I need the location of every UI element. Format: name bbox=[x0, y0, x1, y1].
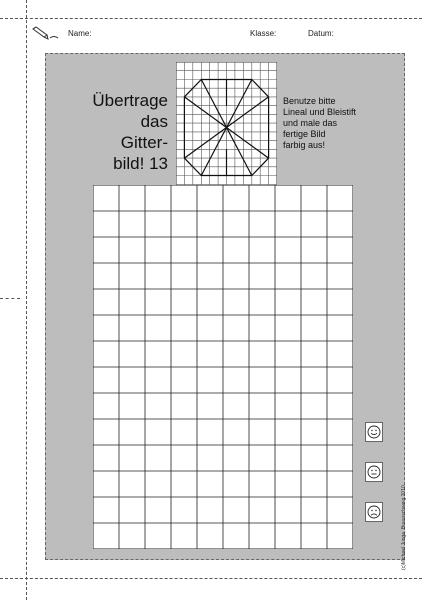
datum-label: Datum: bbox=[308, 29, 334, 38]
rating-box-neutral[interactable] bbox=[365, 462, 383, 482]
instruction-line: und male das bbox=[283, 118, 338, 128]
pencil-icon bbox=[30, 25, 70, 41]
worksheet-header bbox=[30, 25, 412, 43]
title-line: Übertrage bbox=[92, 91, 168, 110]
title-line: Gitter- bbox=[120, 133, 168, 152]
klasse-label: Klasse: bbox=[250, 29, 277, 38]
name-label: Name: bbox=[68, 29, 92, 38]
side-hole-mark bbox=[0, 298, 20, 299]
instruction-line: farbig aus! bbox=[283, 140, 326, 150]
sample-grid bbox=[176, 62, 277, 193]
top-cut-line bbox=[0, 18, 422, 19]
sad-face-icon bbox=[367, 505, 381, 519]
bottom-cut-line bbox=[0, 578, 422, 579]
title-line: das bbox=[140, 112, 168, 131]
self-rating bbox=[365, 422, 385, 542]
drawing-grid[interactable] bbox=[93, 185, 353, 549]
instruction-line: Lineal und Bleistift bbox=[283, 107, 357, 117]
happy-face-icon bbox=[367, 425, 381, 439]
left-cut-line bbox=[26, 0, 27, 600]
worksheet-title bbox=[88, 90, 168, 174]
rating-box-happy[interactable] bbox=[365, 422, 383, 442]
instruction-line: fertige Bild bbox=[283, 129, 326, 139]
rating-box-sad[interactable] bbox=[365, 502, 383, 522]
title-line: bild! 13 bbox=[113, 154, 168, 173]
copyright-note: (c)Michael Junga, Braunschweig 2010 bbox=[401, 485, 407, 570]
instruction-line: Benutze bitte bbox=[283, 96, 336, 106]
instructions-text bbox=[283, 96, 375, 151]
neutral-face-icon bbox=[367, 465, 381, 479]
